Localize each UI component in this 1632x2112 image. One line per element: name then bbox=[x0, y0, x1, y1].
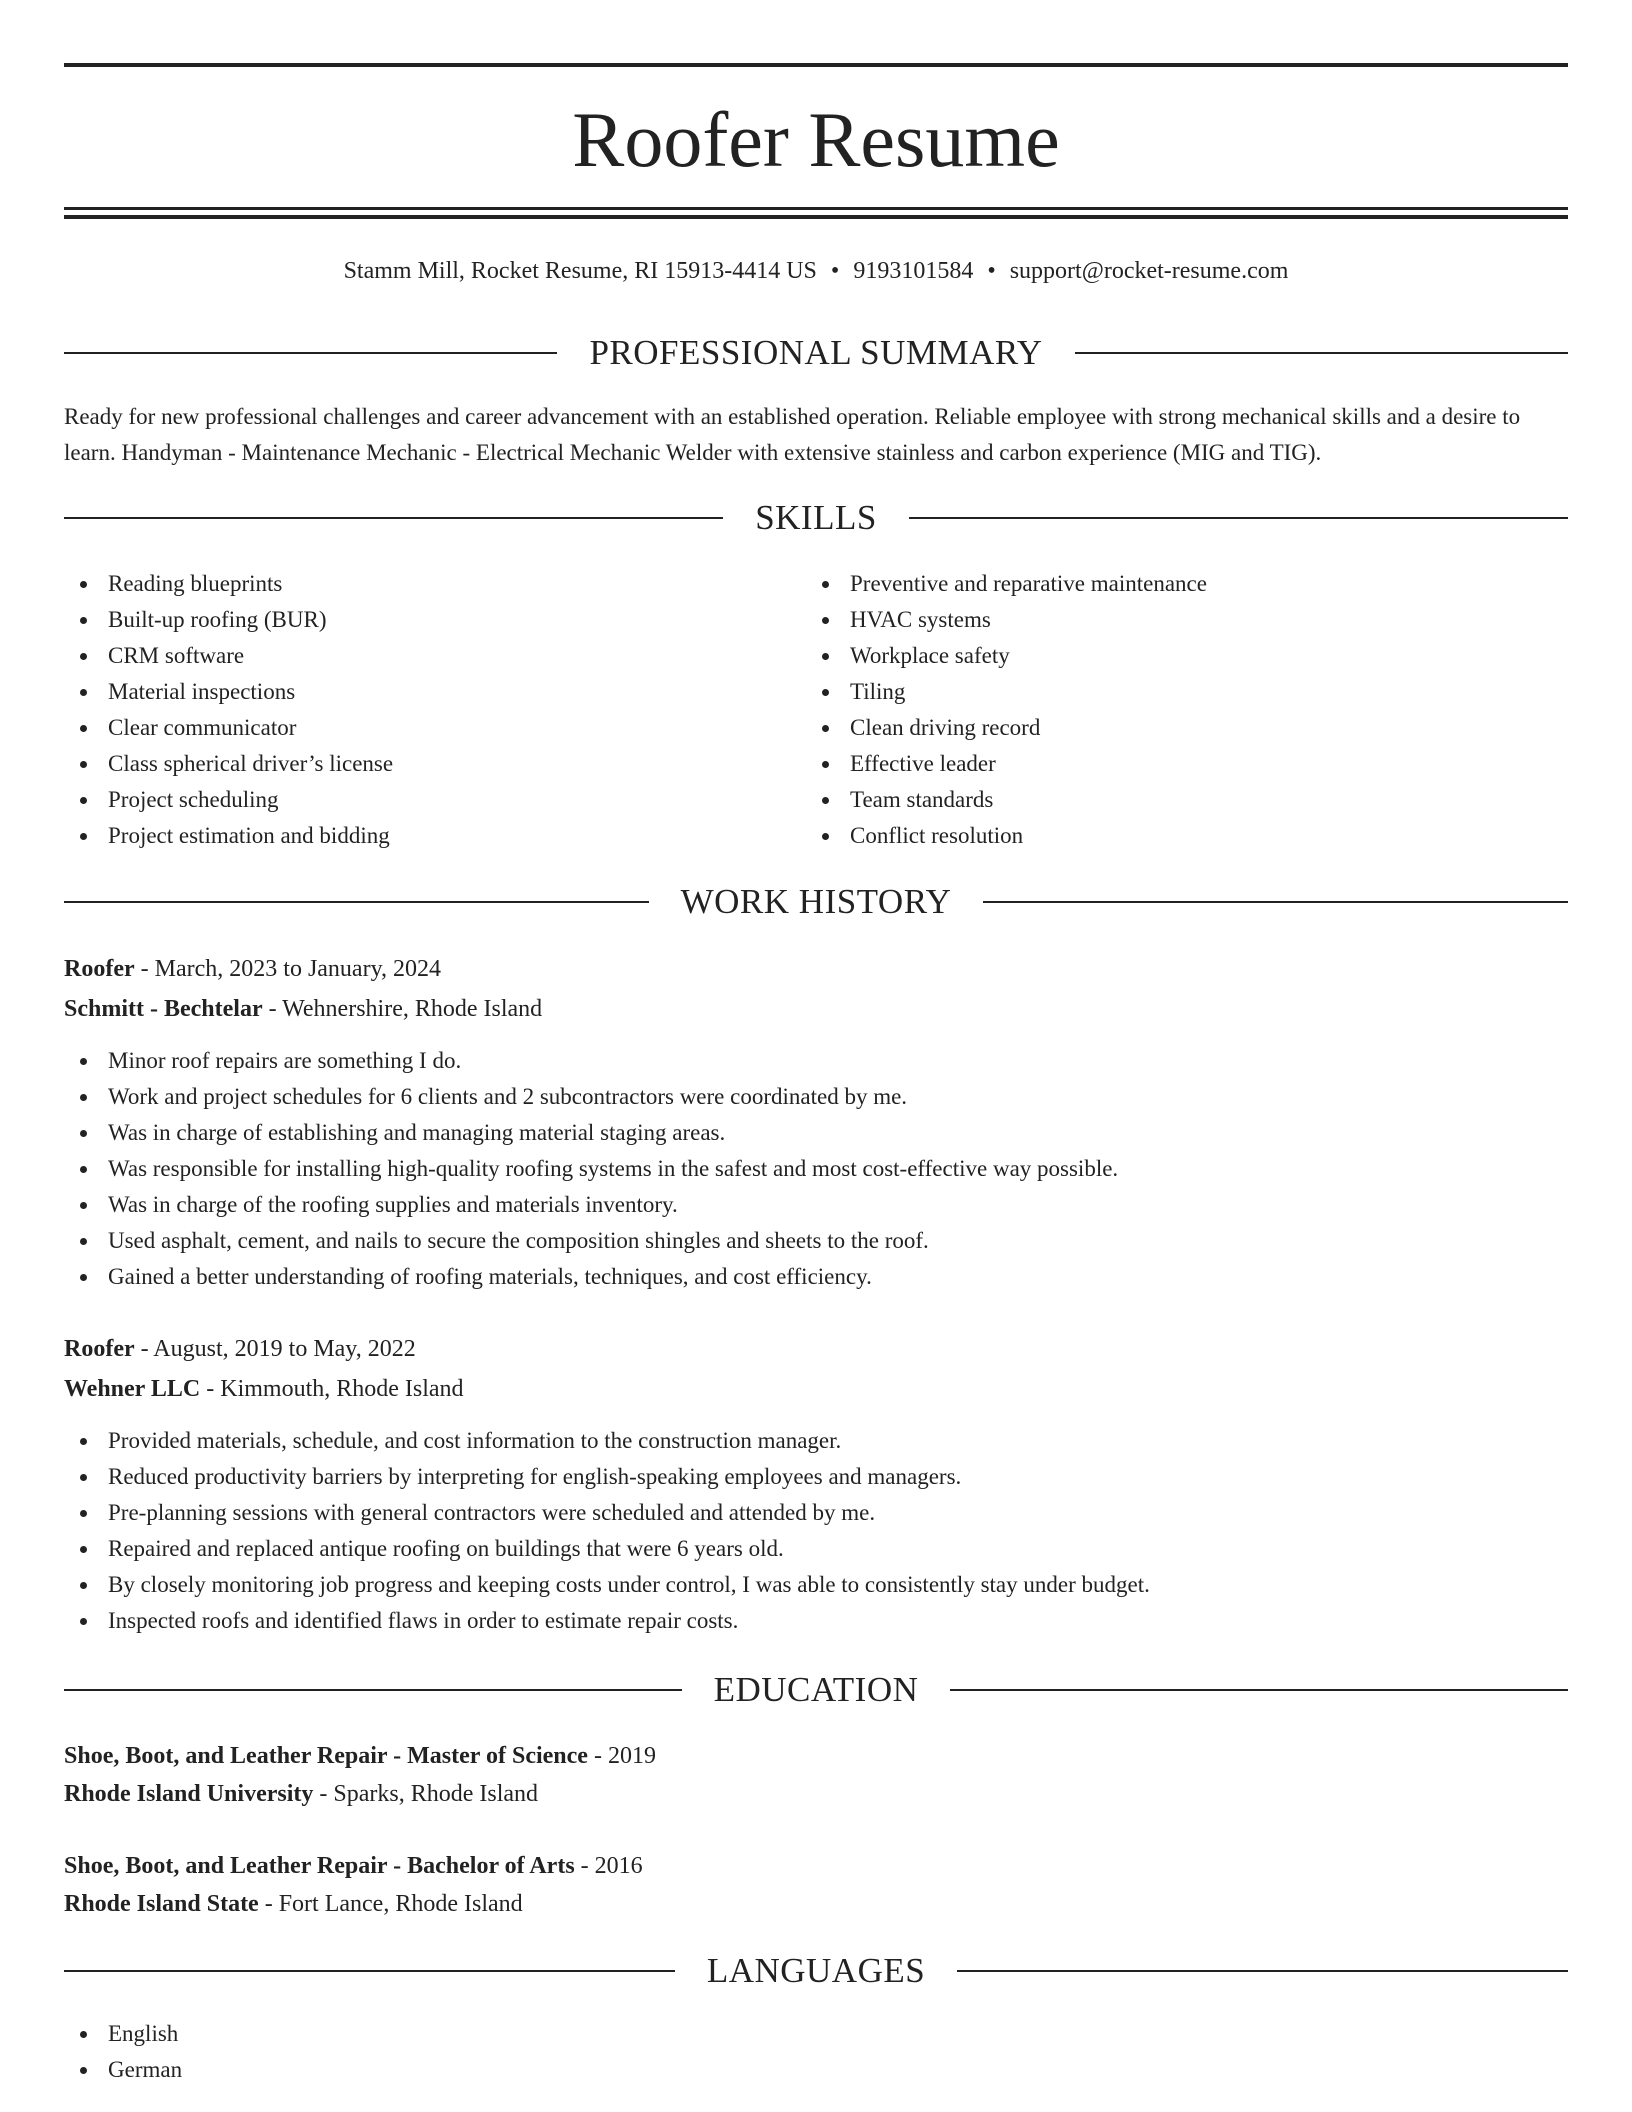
skill-item: Team standards bbox=[806, 782, 1566, 818]
job-dates: - August, 2019 to May, 2022 bbox=[134, 1336, 416, 1362]
skill-item: Tiling bbox=[806, 674, 1566, 710]
contact-line bbox=[64, 253, 1568, 289]
skill-item: Project scheduling bbox=[64, 782, 804, 818]
job-bullet: Provided materials, schedule, and cost information to the construction manager. bbox=[64, 1423, 1568, 1459]
header-double-rule-bottom bbox=[64, 215, 1568, 219]
skill-item: Class spherical driver’s license bbox=[64, 746, 804, 782]
job-company: Wehner LLC bbox=[64, 1376, 201, 1402]
job-dates: - March, 2023 to January, 2024 bbox=[134, 956, 442, 982]
section-rule-right bbox=[950, 1689, 1568, 1691]
skill-item: Reading blueprints bbox=[64, 566, 804, 602]
education-degree-line bbox=[64, 1846, 1568, 1886]
job-location: - Kimmouth, Rhode Island bbox=[200, 1376, 464, 1402]
job-bullet: Repaired and replaced antique roofing on buildings that were 6 years old. bbox=[64, 1531, 1568, 1567]
section-rule-left bbox=[64, 352, 557, 354]
section-heading-languages bbox=[64, 1951, 1568, 1991]
job-bullet: Inspected roofs and identified flaws in order to estimate repair costs. bbox=[64, 1603, 1568, 1639]
job-bullet: Work and project schedules for 6 clients and 2 subcontractors were coordinated by me. bbox=[64, 1079, 1568, 1115]
section-heading-work bbox=[64, 882, 1568, 922]
contact-email: support@rocket-resume.com bbox=[1009, 258, 1289, 284]
skill-item: Clear communicator bbox=[64, 710, 804, 746]
skill-item: Clean driving record bbox=[806, 710, 1566, 746]
education-school-line bbox=[64, 1884, 1568, 1924]
skill-item: HVAC systems bbox=[806, 602, 1566, 638]
skills-list-left bbox=[64, 566, 804, 854]
section-rule-left bbox=[64, 901, 649, 903]
section-title: LANGUAGES bbox=[706, 1951, 926, 1990]
section-title: EDUCATION bbox=[713, 1670, 919, 1709]
section-rule-right bbox=[909, 517, 1568, 519]
header-double-rule-top bbox=[64, 207, 1568, 210]
education-year: - 2019 bbox=[587, 1743, 656, 1769]
job-company: Schmitt - Bechtelar bbox=[64, 996, 263, 1022]
language-item: English bbox=[64, 2016, 1568, 2052]
education-degree: Shoe, Boot, and Leather Repair - Bachelor of Arts bbox=[64, 1853, 575, 1879]
job-bullets bbox=[64, 1043, 1568, 1295]
contact-phone: 9193101584 bbox=[853, 258, 974, 284]
section-rule-right bbox=[983, 901, 1568, 903]
section-title: PROFESSIONAL SUMMARY bbox=[589, 333, 1043, 372]
header-top-rule bbox=[64, 63, 1568, 67]
contact-separator: • bbox=[830, 258, 840, 284]
job-title: Roofer bbox=[64, 1336, 135, 1362]
skill-item: Material inspections bbox=[64, 674, 804, 710]
job-bullet: By closely monitoring job progress and keeping costs under control, I was able to consistently stay under budget. bbox=[64, 1567, 1568, 1603]
job-bullet: Pre-planning sessions with general contractors were scheduled and attended by me. bbox=[64, 1495, 1568, 1531]
summary-text: Ready for new professional challenges and career advancement with an established operation. Reliable employee with strong mechanical skills and a desire to learn. Handyman - Maintenance Mechanic - Electrical Mechanic Welder with extensive stainless and carbon experience (MIG and TIG). bbox=[64, 404, 1521, 465]
skill-item: Project estimation and bidding bbox=[64, 818, 804, 854]
contact-separator: • bbox=[987, 258, 996, 284]
section-rule-left bbox=[64, 1689, 682, 1691]
language-item: German bbox=[64, 2052, 1568, 2088]
skill-item: CRM software bbox=[64, 638, 804, 674]
job-title-line bbox=[64, 949, 1568, 989]
education-degree-line bbox=[64, 1736, 1568, 1776]
job-bullet: Reduced productivity barriers by interpreting for english-speaking employees and managers. bbox=[64, 1459, 1568, 1495]
section-rule-right bbox=[1075, 352, 1568, 354]
education-location: - Fort Lance, Rhode Island bbox=[258, 1891, 523, 1917]
job-employer-line bbox=[64, 989, 1568, 1029]
section-title: SKILLS bbox=[755, 498, 877, 537]
job-bullet: Was in charge of the roofing supplies and materials inventory. bbox=[64, 1187, 1568, 1223]
job-bullets bbox=[64, 1423, 1568, 1639]
contact-address: Stamm Mill, Rocket Resume, RI 15913-4414 US bbox=[343, 258, 817, 284]
languages-list bbox=[64, 2016, 1568, 2088]
education-degree: Shoe, Boot, and Leather Repair - Master of Science bbox=[64, 1743, 588, 1769]
education-school: Rhode Island State bbox=[64, 1891, 259, 1917]
section-rule-right bbox=[957, 1970, 1568, 1972]
job-title-line bbox=[64, 1329, 1568, 1369]
education-school-line bbox=[64, 1774, 1568, 1814]
skill-item: Preventive and reparative maintenance bbox=[806, 566, 1566, 602]
job-location: - Wehnershire, Rhode Island bbox=[262, 996, 543, 1022]
job-bullet: Was responsible for installing high-quality roofing systems in the safest and most cost-effective way possible. bbox=[64, 1151, 1568, 1187]
education-location: - Sparks, Rhode Island bbox=[313, 1781, 539, 1807]
skill-item: Effective leader bbox=[806, 746, 1566, 782]
skill-item: Workplace safety bbox=[806, 638, 1566, 674]
skill-item: Conflict resolution bbox=[806, 818, 1566, 854]
job-employer-line bbox=[64, 1369, 1568, 1409]
education-school: Rhode Island University bbox=[64, 1781, 314, 1807]
job-bullet: Minor roof repairs are something I do. bbox=[64, 1043, 1568, 1079]
job-bullet: Was in charge of establishing and managing material staging areas. bbox=[64, 1115, 1568, 1151]
section-rule-left bbox=[64, 517, 723, 519]
section-rule-left bbox=[64, 1970, 675, 1972]
job-bullet: Gained a better understanding of roofing materials, techniques, and cost efficiency. bbox=[64, 1259, 1568, 1295]
job-title: Roofer bbox=[64, 956, 135, 982]
section-title: WORK HISTORY bbox=[680, 882, 952, 921]
education-year: - 2016 bbox=[574, 1853, 643, 1879]
skill-item: Built-up roofing (BUR) bbox=[64, 602, 804, 638]
skills-list-right bbox=[806, 566, 1566, 854]
resume-title: Roofer Resume bbox=[572, 96, 1060, 183]
section-heading-summary bbox=[64, 333, 1568, 373]
section-heading-skills bbox=[64, 498, 1568, 538]
job-bullet: Used asphalt, cement, and nails to secure the composition shingles and sheets to the roof. bbox=[64, 1223, 1568, 1259]
section-heading-education bbox=[64, 1670, 1568, 1710]
